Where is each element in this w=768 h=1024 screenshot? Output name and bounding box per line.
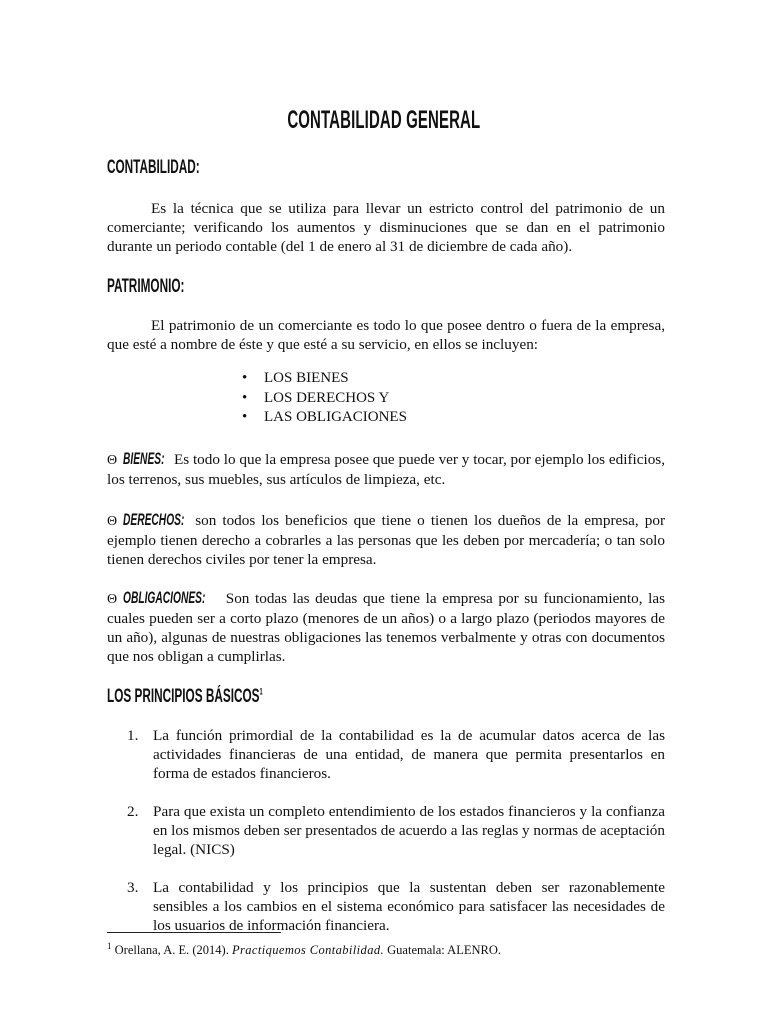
paragraph-contabilidad: Es la técnica que se utiliza para llevar un estricto control del patrimonio de un comerciante; verificando los aumentos y disminuciones que se dan en el patrimonio durante un periodo contable (del 1 de enero al 31 de diciembre de cada año). <box>107 200 665 255</box>
footnote <box>107 938 501 958</box>
list-item-label: LOS BIENES <box>264 370 349 386</box>
list-item <box>242 408 407 428</box>
list-item-number: 2. <box>127 803 139 820</box>
footnote-suffix: Guatemala: ALENRO. <box>384 943 502 958</box>
list-item-number: 1. <box>127 727 139 744</box>
document-title-text: CONTABILIDAD GENERAL <box>287 106 481 134</box>
list-item-text: La función primordial de la contabilidad es la de acumular datos acerca de las actividades financieras de una entidad, de manera que permita presentarlos en forma de estados financieros. <box>153 727 665 782</box>
definition-bienes <box>107 450 665 489</box>
document-title <box>0 106 768 135</box>
definition-term: OBLIGACIONES: <box>123 589 206 607</box>
paragraph-patrimonio: El patrimonio de un comerciante es todo lo que posee dentro o fuera de la empresa, que esté a nombre de éste y que esté a su servicio, en ellos se incluyen: <box>107 317 665 353</box>
list-item <box>242 389 407 409</box>
heading-patrimonio <box>107 276 232 298</box>
footnote-reference: 1 <box>259 686 263 697</box>
footnote-book-title: Practiquemos Contabilidad. <box>231 943 385 958</box>
theta-symbol-icon: Θ <box>107 453 118 468</box>
list-item-text: La contabilidad y los principios que la sustentan deben ser razonablemente sensibles a los cambios en el sistema económico para satisfacer las necesidades de los usuarios de información financiera. <box>153 879 665 934</box>
bullet-icon: • <box>242 409 248 425</box>
definition-text: Es todo lo que la empresa posee que puede ver y tocar, por ejemplo los edificios, los terrenos, sus muebles, sus artículos de limpieza, etc. <box>107 451 665 488</box>
definition-text: son todos los beneficios que tiene o tienen los dueños de la empresa, por ejemplo tienen derecho a cobrarles a las personas que les deben por mercadería; o tan solo tienen derechos civiles por tener la empresa. <box>107 512 666 568</box>
definition-text: Son todas las deudas que tiene la empresa por su funcionamiento, las cuales pueden ser a corto plazo (menores de un años) o a largo plazo (periodos mayores de un año), algunas de nuestras obligaciones las tenemos verbalmente y otras con documentos que nos obligan a cumplirlas. <box>107 590 665 665</box>
list-item-label: LOS DERECHOS Y <box>264 389 390 406</box>
definition-term: DERECHOS: <box>123 511 185 529</box>
patrimonio-bullet-list <box>242 369 407 428</box>
list-item <box>107 726 665 783</box>
footnote-prefix: Orellana, A. E. (2014). <box>111 943 232 958</box>
list-item-text: Para que exista un completo entendimiento de los estados financieros y la confianza en los mismos deben ser presentados de acuerdo a las reglas y normas de aceptación legal. (NICS) <box>153 803 665 858</box>
theta-symbol-icon: Θ <box>107 514 118 529</box>
bullet-icon: • <box>242 389 248 406</box>
heading-contabilidad-text: CONTABILIDAD: <box>107 157 200 178</box>
list-item <box>107 878 665 935</box>
heading-principios-text <box>107 686 263 708</box>
footnote-separator <box>107 932 281 933</box>
heading-principios <box>107 686 358 708</box>
heading-contabilidad <box>107 157 257 179</box>
list-item-number: 3. <box>127 879 139 896</box>
list-item <box>107 802 665 859</box>
footnote-mark: 1 <box>107 941 112 951</box>
heading-patrimonio-text: PATRIMONIO: <box>107 276 185 297</box>
heading-principios-label: LOS PRINCIPIOS BÁSICOS <box>107 686 260 707</box>
theta-symbol-icon: Θ <box>107 592 118 607</box>
definition-term: BIENES: <box>123 450 165 468</box>
definition-derechos <box>107 511 665 569</box>
definition-obligaciones <box>107 589 665 666</box>
list-item-label: LAS OBLIGACIONES <box>264 409 407 425</box>
bullet-icon: • <box>242 370 248 386</box>
principles-list <box>107 726 665 954</box>
list-item <box>242 369 407 389</box>
